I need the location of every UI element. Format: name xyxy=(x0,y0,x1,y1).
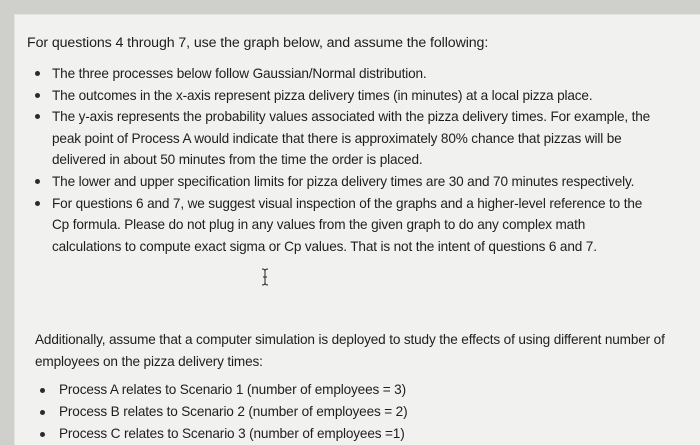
list-item xyxy=(15,379,407,401)
bullet-icon xyxy=(35,201,40,206)
assumptions-list xyxy=(15,63,655,257)
list-item-text: Process A relates to Scenario 1 (number of employees = 3) xyxy=(59,382,406,397)
bullet-icon xyxy=(35,71,40,76)
bullet-icon xyxy=(35,114,40,119)
process-list xyxy=(15,379,407,445)
list-item-text: For questions 6 and 7, we suggest visual inspection of the graphs and a higher-level reference to the Cp formula. Please do not plug in any values from the given graph to do any complex math calculations to compute exact sigma or Cp values. That is not the intent of questions 6 and 7. xyxy=(52,195,643,254)
list-item xyxy=(15,63,655,85)
list-item-text: The outcomes in the x-axis represent pizza delivery times (in minutes) at a local pizza place. xyxy=(52,87,593,103)
bullet-icon xyxy=(40,410,45,415)
list-item-text: Process C relates to Scenario 3 (number of employees =1) xyxy=(59,426,405,441)
list-item-text: The y-axis represents the probability values associated with the pizza delivery times. For example, the peak point of Process A would indicate that there is approximately 80% chance that pizzas will be delivered in about 50 minutes from the time the order is placed. xyxy=(52,109,651,168)
list-item xyxy=(15,423,407,445)
text-cursor-icon xyxy=(261,268,269,286)
list-item xyxy=(15,85,655,107)
list-item-text: Process B relates to Scenario 2 (number of employees = 2) xyxy=(59,404,408,419)
bullet-icon xyxy=(40,388,45,393)
list-item xyxy=(15,106,655,171)
intro-text: For questions 4 through 7, use the graph below, and assume the following: xyxy=(27,35,489,51)
bullet-icon xyxy=(35,93,40,98)
bullet-icon xyxy=(40,432,45,437)
list-item-text: The three processes below follow Gaussian/Normal distribution. xyxy=(52,66,427,81)
list-item xyxy=(15,171,655,193)
additional-paragraph: Additionally, assume that a computer simulation is deployed to study the effects of using different number of employees on the pizza delivery times: xyxy=(35,332,665,369)
list-item xyxy=(15,193,655,258)
bullet-icon xyxy=(35,179,40,184)
list-item-text: The lower and upper specification limits for pizza delivery times are 30 and 70 minutes respectively. xyxy=(52,173,635,189)
list-item xyxy=(15,401,407,423)
document-page xyxy=(14,14,700,445)
